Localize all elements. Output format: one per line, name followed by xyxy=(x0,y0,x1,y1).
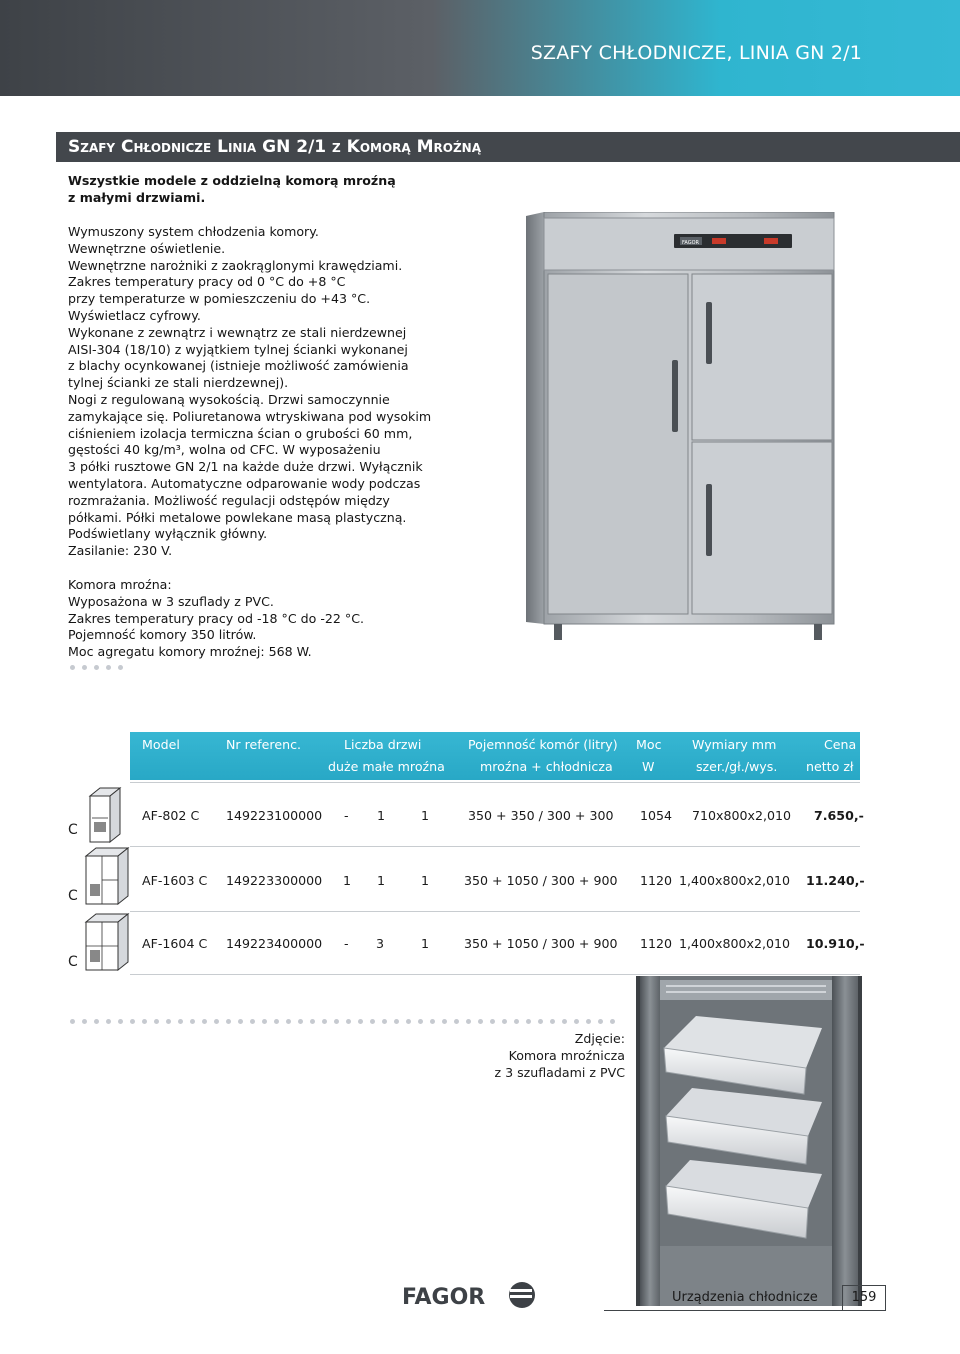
cell-capacity: 350 + 350 / 300 + 300 xyxy=(468,808,614,823)
freezer-text xyxy=(68,577,468,661)
footer-rule xyxy=(604,1310,842,1311)
section-title: Szafy Chłodnicze Linia GN 2/1 z Komorą Mroźną xyxy=(68,137,481,157)
dot-divider xyxy=(70,665,123,671)
row-icon-label: C xyxy=(68,822,78,838)
cell-dims: 1,400x800x2,010 xyxy=(679,936,791,951)
cell-model: AF-1603 C xyxy=(142,873,208,888)
table-divider xyxy=(130,974,860,975)
cell-model: AF-1604 C xyxy=(142,936,208,951)
feature-line: 3 półki rusztowe GN 2/1 na każde duże drzwi. Wyłącznik xyxy=(68,459,423,475)
table-divider xyxy=(130,782,860,783)
footer-section-name: Urządzenia chłodnicze xyxy=(672,1290,818,1305)
caption-line: Zdjęcie: xyxy=(574,1031,625,1046)
cell-power: 1054 xyxy=(640,808,673,823)
fridge-display-brand: FAGOR xyxy=(682,240,700,246)
freezer-line: Zakres temperatury pracy od -18 °C do -22 °C. xyxy=(68,610,365,626)
section-title-bar xyxy=(56,132,960,162)
brand-name: FAGOR xyxy=(402,1285,486,1310)
col-model: Model xyxy=(142,737,180,752)
page-number: 159 xyxy=(842,1285,886,1311)
table-row xyxy=(0,873,960,903)
cell-ref: 149223300000 xyxy=(226,873,323,888)
row-icon-label: C xyxy=(68,888,78,904)
table-header xyxy=(130,732,860,780)
freezer-line: Pojemność komory 350 litrów. xyxy=(68,627,257,643)
cell-power: 1120 xyxy=(640,936,673,951)
caption-line: z 3 szufladami z PVC xyxy=(494,1065,625,1080)
features-text xyxy=(68,224,468,560)
photo-caption xyxy=(440,1030,625,1081)
freezer-line: Moc agregatu komory mroźnej: 568 W. xyxy=(68,644,312,660)
table-row xyxy=(0,936,960,966)
col-dims-sub: szer./gł./wys. xyxy=(696,759,778,774)
fridge-illustration xyxy=(524,212,842,642)
feature-line: Wewnętrzne narożniki z zaokrąglonymi krawędziami. xyxy=(68,257,403,273)
cell-doors-large: 1 xyxy=(343,873,352,888)
cell-capacity: 350 + 1050 / 300 + 900 xyxy=(464,873,618,888)
table-divider xyxy=(130,846,860,847)
col-doors: Liczba drzwi xyxy=(344,737,422,752)
intro-line: Wszystkie modele z oddzielną komorą mroźną xyxy=(68,173,396,188)
cell-doors-freezer: 1 xyxy=(421,936,430,951)
col-dims: Wymiary mm xyxy=(692,737,777,752)
header-band xyxy=(0,0,960,96)
cell-doors-small: 1 xyxy=(377,873,386,888)
cell-doors-small: 3 xyxy=(376,936,385,951)
caption-line: Komora mroźnicza xyxy=(508,1048,625,1063)
feature-line: gęstości 40 kg/m³, wolna od CFC. W wyposażeniu xyxy=(68,442,381,458)
feature-line: zamykające się. Poliuretanowa wtryskiwana pod wysokim xyxy=(68,408,432,424)
col-capacity-sub: mroźna + chłodnicza xyxy=(480,759,613,774)
cell-price: 11.240,- xyxy=(806,873,865,888)
feature-line: Wewnętrzne oświetlenie. xyxy=(68,240,226,256)
feature-line: Zasilanie: 230 V. xyxy=(68,543,173,559)
feature-line: Wyświetlacz cyfrowy. xyxy=(68,307,201,323)
cell-doors-freezer: 1 xyxy=(421,808,430,823)
col-power: Moc xyxy=(636,737,662,752)
fagor-logo xyxy=(402,1280,536,1310)
cell-price: 10.910,- xyxy=(806,936,865,951)
cell-doors-small: 1 xyxy=(377,808,386,823)
freezer-drawers-photo xyxy=(636,976,862,1306)
feature-line: wentylatora. Automatyczne odparowanie wody podczas xyxy=(68,475,421,491)
col-price-sub: netto zł xyxy=(806,759,854,774)
col-capacity: Pojemność komór (litry) xyxy=(468,737,618,752)
page-header-title: SZAFY CHŁODNICZE, LINIA GN 2/1 xyxy=(530,42,862,64)
feature-line: tylnej ścianki ze stali nierdzewnej). xyxy=(68,375,289,391)
cell-ref: 149223400000 xyxy=(226,936,323,951)
col-doors-sub: duże małe mroźna xyxy=(328,759,445,774)
row-icon-label: C xyxy=(68,954,78,970)
cell-ref: 149223100000 xyxy=(226,808,323,823)
col-power-sub: W xyxy=(642,759,655,774)
feature-line: Zakres temperatury pracy od 0 °C do +8 °C xyxy=(68,274,346,290)
cell-doors-large: - xyxy=(344,808,349,823)
feature-line: ciśnieniem izolacja termiczna ścian o grubości 60 mm, xyxy=(68,425,413,441)
intro-line: z małymi drzwiami. xyxy=(68,189,206,205)
intro-text xyxy=(68,173,468,207)
feature-line: półkami. Półki metalowe powlekane masą plastyczną. xyxy=(68,509,407,525)
feature-line: Wykonane z zewnątrz i wewnątrz ze stali nierdzewnej xyxy=(68,324,407,340)
cell-doors-freezer: 1 xyxy=(421,873,430,888)
table-row xyxy=(0,808,960,838)
freezer-line: Wyposażona w 3 szuflady z PVC. xyxy=(68,593,274,609)
cell-dims: 710x800x2,010 xyxy=(692,808,792,823)
feature-line: Nogi z regulowaną wysokością. Drzwi samoczynnie xyxy=(68,391,390,407)
feature-line: AISI-304 (18/10) z wyjątkiem tylnej ścianki wykonanej xyxy=(68,341,408,357)
table-divider xyxy=(130,911,860,912)
feature-line: przy temperaturze w pomieszczeniu do +43 °C. xyxy=(68,291,371,307)
col-price: Cena xyxy=(824,737,857,752)
dot-divider xyxy=(70,1019,630,1025)
cell-price: 7.650,- xyxy=(814,808,864,823)
feature-line: Wymuszony system chłodzenia komory. xyxy=(68,224,319,239)
col-ref: Nr referenc. xyxy=(226,737,301,752)
feature-line: Podświetlany wyłącznik główny. xyxy=(68,526,268,542)
cell-power: 1120 xyxy=(640,873,673,888)
feature-line: rozmrażania. Możliwość regulacji odstępów między xyxy=(68,492,390,508)
cell-doors-large: - xyxy=(344,936,349,951)
cell-capacity: 350 + 1050 / 300 + 900 xyxy=(464,936,618,951)
feature-line: z blachy ocynkowanej (istnieje możliwość zamówienia xyxy=(68,358,409,374)
freezer-line: Komora mroźna: xyxy=(68,577,172,592)
cell-dims: 1,400x800x2,010 xyxy=(679,873,791,888)
cell-model: AF-802 C xyxy=(142,808,200,823)
